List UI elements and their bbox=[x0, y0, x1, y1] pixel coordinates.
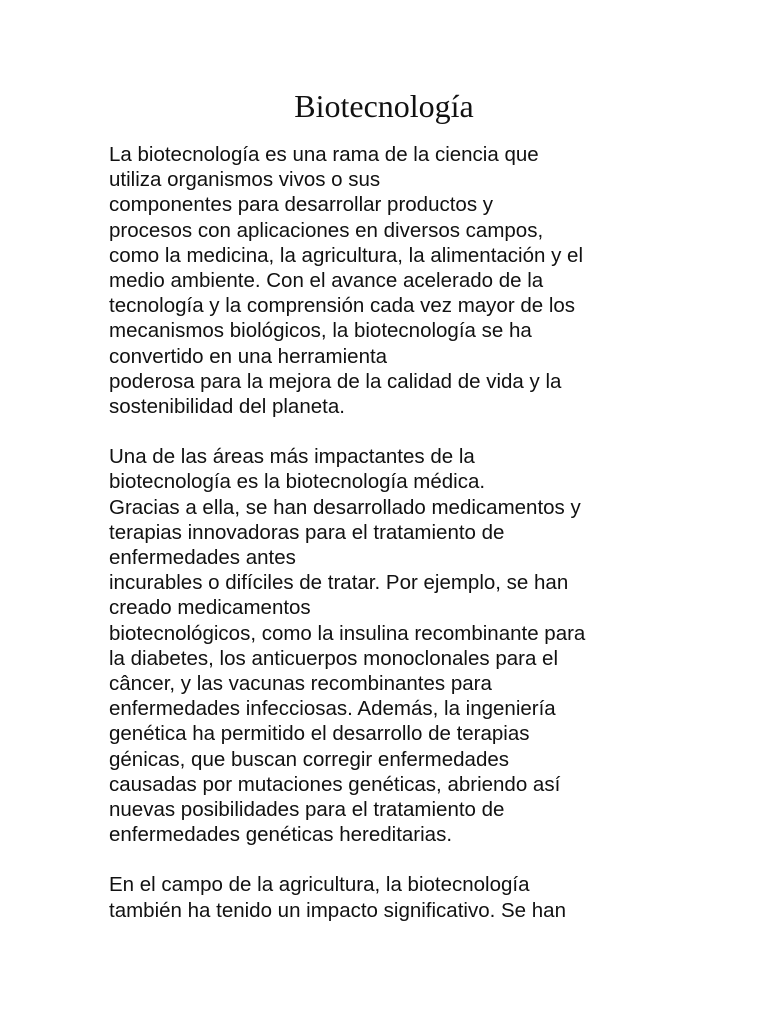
text-line: poderosa para la mejora de la calidad de vida y la bbox=[109, 369, 562, 393]
text-line: sostenibilidad del planeta. bbox=[109, 395, 345, 419]
paragraph-medical-biotechnology bbox=[109, 444, 669, 847]
text-line: utiliza organismos vivos o sus bbox=[109, 168, 381, 192]
document-body bbox=[109, 142, 669, 948]
text-line: La biotecnología es una rama de la ciencia que bbox=[109, 143, 539, 166]
paragraph-introduction bbox=[109, 142, 669, 419]
text-line: medio ambiente. Con el avance acelerado de la bbox=[109, 269, 544, 293]
text-line: también ha tenido un impacto significativo. Se han bbox=[109, 898, 566, 922]
paragraph-agriculture bbox=[109, 872, 669, 922]
text-line: causadas por mutaciones genéticas, abriendo así bbox=[109, 772, 561, 796]
text-line: procesos con aplicaciones en diversos campos, bbox=[109, 218, 544, 242]
text-line: la diabetes, los anticuerpos monoclonales para el bbox=[109, 646, 558, 670]
text-line: nuevas posibilidades para el tratamiento de bbox=[109, 798, 505, 822]
text-line: biotecnológicos, como la insulina recombinante para bbox=[109, 621, 586, 645]
text-line: enfermedades antes bbox=[109, 546, 296, 570]
text-line: incurables o difíciles de tratar. Por ejemplo, se han bbox=[109, 571, 569, 595]
text-line: tecnología y la comprensión cada vez mayor de los bbox=[109, 294, 576, 318]
text-line: componentes para desarrollar productos y bbox=[109, 193, 494, 217]
text-line: terapias innovadoras para el tratamiento de bbox=[109, 520, 505, 544]
text-line: câncer, y las vacunas recombinantes para bbox=[109, 672, 492, 696]
text-line: Gracias a ella, se han desarrollado medicamentos y bbox=[109, 495, 581, 519]
text-line: génicas, que buscan corregir enfermedades bbox=[109, 747, 509, 771]
text-line: genética ha permitido el desarrollo de terapias bbox=[109, 722, 530, 746]
page-title: Biotecnología bbox=[294, 88, 474, 124]
text-line: En el campo de la agricultura, la biotecnología bbox=[109, 873, 530, 897]
text-line: biotecnología es la biotecnología médica. bbox=[109, 470, 486, 494]
text-line: Una de las áreas más impactantes de la bbox=[109, 445, 475, 469]
text-line: enfermedades genéticas hereditarias. bbox=[109, 823, 453, 847]
text-line: creado medicamentos bbox=[109, 596, 311, 620]
text-line: como la medicina, la agricultura, la alimentación y el bbox=[109, 243, 584, 267]
text-line: mecanismos biológicos, la biotecnología se ha bbox=[109, 319, 532, 343]
text-line: enfermedades infecciosas. Además, la ingeniería bbox=[109, 697, 556, 721]
text-line: convertido en una herramienta bbox=[109, 344, 388, 368]
